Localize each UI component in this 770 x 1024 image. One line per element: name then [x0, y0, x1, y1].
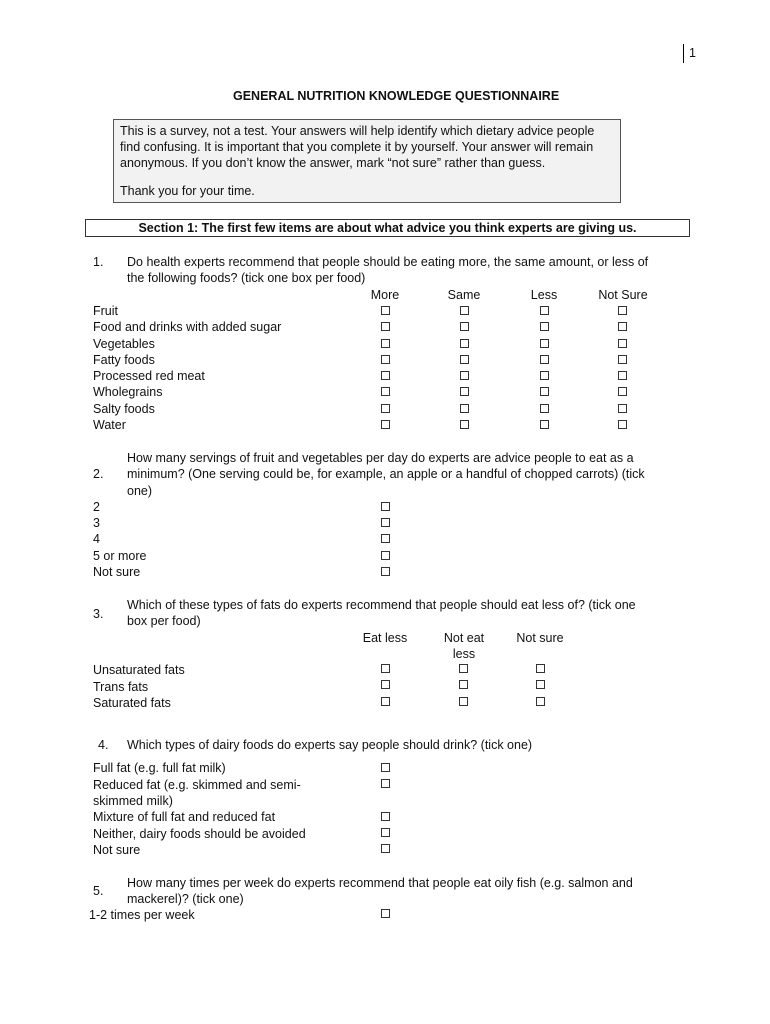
q4-option-label: Full fat (e.g. full fat milk) — [93, 761, 226, 775]
q1-row-label: Processed red meat — [93, 369, 205, 383]
q4-option-label: Not sure — [93, 843, 141, 857]
q4-option-label: Mixture of full fat and reduced fat — [93, 810, 276, 824]
q4-number: 4. — [98, 738, 109, 752]
q1-row-label: Wholegrains — [93, 385, 163, 399]
q1-checkbox[interactable] — [460, 339, 469, 348]
q3-col-not-sure: Not sure — [516, 631, 564, 645]
q4-checkbox[interactable] — [381, 828, 390, 837]
q3-number: 3. — [93, 607, 104, 621]
q1-col-less: Less — [530, 288, 558, 302]
q1-row-label: Salty foods — [93, 402, 155, 416]
q4-checkbox[interactable] — [381, 844, 390, 853]
q1-checkbox[interactable] — [540, 404, 549, 413]
q2-checkbox[interactable] — [381, 534, 390, 543]
q3-row-label: Saturated fats — [93, 696, 171, 710]
q2-checkbox[interactable] — [381, 551, 390, 560]
q3-text-line2: box per food) — [127, 614, 201, 628]
q1-number: 1. — [93, 255, 104, 269]
q3-checkbox[interactable] — [536, 680, 545, 689]
q1-checkbox[interactable] — [618, 355, 627, 364]
q1-checkbox[interactable] — [540, 371, 549, 380]
intro-thanks: Thank you for your time. — [120, 184, 255, 198]
q4-option-label: Reduced fat (e.g. skimmed and semi- — [93, 778, 301, 792]
q3-checkbox[interactable] — [536, 664, 545, 673]
q4-text: Which types of dairy foods do experts say people should drink? (tick one) — [127, 738, 533, 752]
q1-checkbox[interactable] — [460, 371, 469, 380]
q1-checkbox[interactable] — [618, 306, 627, 315]
q4-checkbox[interactable] — [381, 779, 390, 788]
q1-col-more: More — [370, 288, 400, 302]
q1-checkbox[interactable] — [618, 339, 627, 348]
q1-checkbox[interactable] — [460, 306, 469, 315]
q5-option-label: 1-2 times per week — [89, 908, 195, 922]
q3-checkbox[interactable] — [381, 664, 390, 673]
q1-row-label: Food and drinks with added sugar — [93, 320, 282, 334]
q3-row-label: Unsaturated fats — [93, 663, 185, 677]
q2-text-line1: How many servings of fruit and vegetables per day do experts are advice people to eat as a — [127, 451, 634, 465]
q5-text-line2: mackerel)? (tick one) — [127, 892, 244, 906]
q1-row-label: Fatty foods — [93, 353, 155, 367]
q5-number: 5. — [93, 884, 104, 898]
q1-checkbox[interactable] — [381, 355, 390, 364]
section-1-header: Section 1: The first few items are about what advice you think experts are giving us. — [85, 219, 690, 237]
q1-row-label: Vegetables — [93, 337, 155, 351]
q1-checkbox[interactable] — [381, 339, 390, 348]
intro-text: This is a survey, not a test. Your answers will help identify which dietary advice people find confusing. It is important that you complete it by yourself. Your answer will remain anonymous. If you don’t know the answer, mark “not sure” rather than guess. — [120, 124, 595, 170]
q1-col-same: Same — [447, 288, 481, 302]
q2-option-label: 4 — [93, 532, 100, 546]
q1-checkbox[interactable] — [540, 387, 549, 396]
q1-checkbox[interactable] — [460, 404, 469, 413]
q3-col-not-eat-less-line1: Not eat — [443, 631, 485, 645]
q1-checkbox[interactable] — [460, 387, 469, 396]
q1-checkbox[interactable] — [618, 322, 627, 331]
q2-checkbox[interactable] — [381, 502, 390, 511]
q4-checkbox[interactable] — [381, 812, 390, 821]
q1-checkbox[interactable] — [381, 387, 390, 396]
q2-option-label: Not sure — [93, 565, 141, 579]
q5-checkbox[interactable] — [381, 909, 390, 918]
q1-checkbox[interactable] — [540, 306, 549, 315]
page-number: 1 — [689, 46, 696, 60]
q1-checkbox[interactable] — [540, 322, 549, 331]
q3-checkbox[interactable] — [381, 680, 390, 689]
q4-option-label: Neither, dairy foods should be avoided — [93, 827, 306, 841]
q1-checkbox[interactable] — [540, 420, 549, 429]
q1-checkbox[interactable] — [381, 404, 390, 413]
q3-checkbox[interactable] — [536, 697, 545, 706]
q1-checkbox[interactable] — [460, 355, 469, 364]
q1-checkbox[interactable] — [381, 420, 390, 429]
q1-checkbox[interactable] — [381, 371, 390, 380]
q3-checkbox[interactable] — [381, 697, 390, 706]
q2-option-label: 5 or more — [93, 549, 147, 563]
q3-checkbox[interactable] — [459, 680, 468, 689]
q1-checkbox[interactable] — [540, 355, 549, 364]
q1-checkbox[interactable] — [460, 420, 469, 429]
q1-checkbox[interactable] — [618, 387, 627, 396]
page-number-divider — [683, 44, 684, 63]
q3-row-label: Trans fats — [93, 680, 149, 694]
q1-checkbox[interactable] — [460, 322, 469, 331]
q2-option-label: 3 — [93, 516, 100, 530]
q3-col-eat-less: Eat less — [362, 631, 408, 645]
q3-col-not-eat-less-line2: less — [452, 647, 476, 661]
q3-checkbox[interactable] — [459, 664, 468, 673]
q1-checkbox[interactable] — [381, 306, 390, 315]
q1-col-not-sure: Not Sure — [598, 288, 648, 302]
q2-text-line2: minimum? (One serving could be, for example, an apple or a handful of chopped carrots) (tick — [127, 467, 645, 481]
q2-number: 2. — [93, 467, 104, 481]
q1-checkbox[interactable] — [618, 404, 627, 413]
intro-box — [113, 119, 621, 203]
q1-checkbox[interactable] — [381, 322, 390, 331]
q5-text-line1: How many times per week do experts recommend that people eat oily fish (e.g. salmon and — [127, 876, 633, 890]
q3-checkbox[interactable] — [459, 697, 468, 706]
q1-checkbox[interactable] — [618, 420, 627, 429]
page-title: GENERAL NUTRITION KNOWLEDGE QUESTIONNAIRE — [233, 89, 560, 103]
q1-row-label: Water — [93, 418, 126, 432]
q1-text-line1: Do health experts recommend that people should be eating more, the same amount, or less of — [127, 255, 649, 269]
q1-text-line2: the following foods? (tick one box per food) — [127, 271, 366, 285]
q1-checkbox[interactable] — [540, 339, 549, 348]
q1-row-label: Fruit — [93, 304, 118, 318]
q3-text-line1: Which of these types of fats do experts recommend that people should eat less of? (tick one — [127, 598, 636, 612]
q2-checkbox[interactable] — [381, 518, 390, 527]
q1-checkbox[interactable] — [618, 371, 627, 380]
q2-checkbox[interactable] — [381, 567, 390, 576]
q2-option-label: 2 — [93, 500, 100, 514]
q4-checkbox[interactable] — [381, 763, 390, 772]
q4-option-label: skimmed milk) — [93, 794, 173, 808]
q2-text-line3: one) — [127, 484, 153, 498]
